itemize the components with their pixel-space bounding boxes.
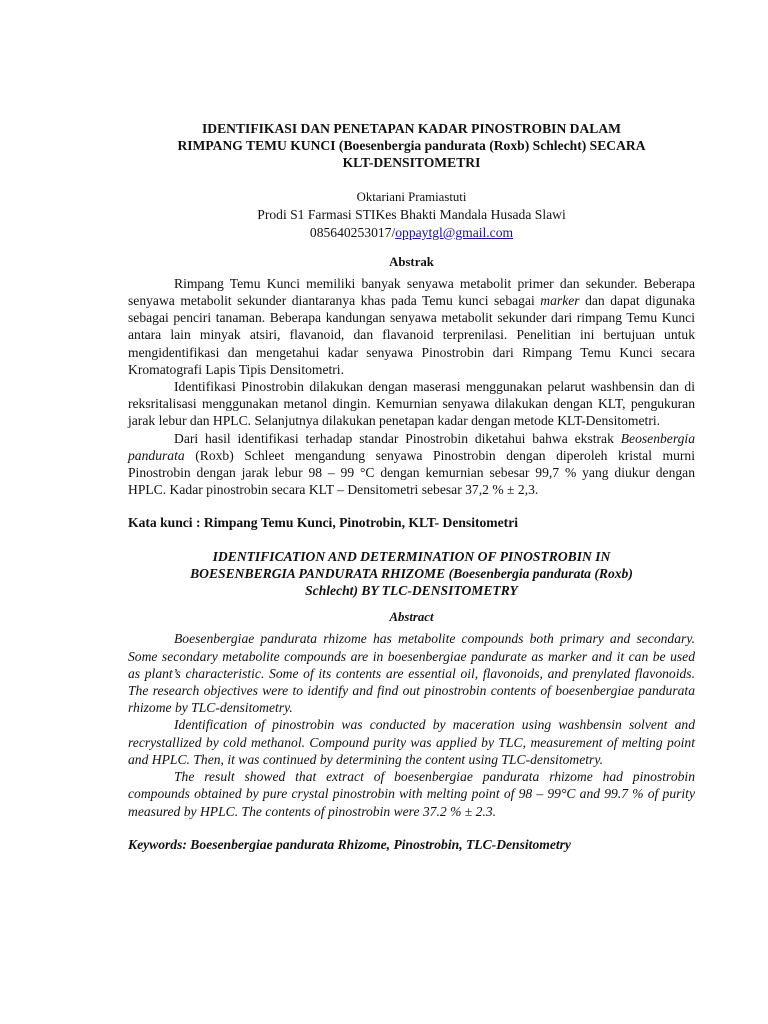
author-contact [128, 224, 695, 242]
title-line: RIMPANG TEMU KUNCI (Boesenbergia pandurata (Roxb) Schlecht) SECARA [177, 138, 646, 154]
author-affiliation: Prodi S1 Farmasi STIKes Bhakti Mandala Husada Slawi [257, 206, 566, 222]
title-line: IDENTIFIKASI DAN PENETAPAN KADAR PINOSTROBIN DALAM [201, 121, 622, 136]
abstract-paragraph: Boesenbergiae pandurata rhizome has metabolite compounds both primary and secondary. Some secondary metabolite compounds are in boesenbergiae pandurate as marker and it can be used as plant’s characteristic. Some of its contents are essential oil, flavonoids, and prenylated flavonoids. The research objectives were to identify and find out pinostrobin contents of boesenbergiae pandurata rhizome by TLC-densitometry. [128, 631, 695, 716]
abstrak-body [128, 275, 695, 499]
abstract-body [128, 630, 695, 819]
author-phone: 085640253017/ [309, 224, 396, 240]
abstract-paragraph: Identification of pinostrobin was conducted by maceration using washbensin solvent and recrystallized by cold methanol. Compound purity was applied by TLC, measurement of melting point and HPLC. Then, it was continued by determining the content using TLC-densitometry. [128, 717, 695, 767]
abstrak-text: Dari hasil identifikasi terhadap standar Pinostrobin diketahui bahwa ekstrak [174, 430, 621, 446]
abstrak-paragraph: Identifikasi Pinostrobin dilakukan dengan maserasi menggunakan pelarut washbensin dan di reksritalisasi menggunakan metanol dingin. Kemurnian senyawa dilakukan dengan KLT, pengukuran jarak lebur dan HPLC. Selanjutnya dilakukan penetapan kadar dengan metode KLT-Densitometri. [128, 379, 695, 429]
abstrak-paragraph [128, 275, 695, 378]
title-line: KLT-DENSITOMETRI [342, 155, 481, 171]
paper-page [128, 120, 695, 853]
english-title [128, 548, 695, 600]
abstrak-text: (Roxb) Schleet mengandung senyawa Pinostrobin dengan diperoleh kristal murni Pinostrobin dengan jarak lebur 98 – 99 °C dengan kemurnian sebesar 99,7 % yang diukur dengan HPLC. Kadar pinostrobin secara KLT – Densitometri sebesar 37,2 % ± 2,3. [128, 447, 695, 498]
author-email-link[interactable]: oppaytgl@gmail.com [395, 224, 514, 240]
author-name: Oktariani Pramiastuti [356, 189, 467, 204]
english-title-line: IDENTIFICATION AND DETERMINATION OF PINOSTROBIN IN [212, 548, 611, 564]
abstrak-paragraph [128, 430, 695, 499]
english-title-line: BOESENBERGIA PANDURATA RHIZOME (Boesenbergia pandurata (Roxb) [190, 565, 633, 581]
abstract-paragraph: The result showed that extract of boesenbergiae pandurata rhizome had pinostrobin compounds obtained by pure crystal pinostrobin with melting point of 98 – 99°C and 99.7 % of purity measured by HPLC. The contents of pinostrobin were 37.2 % ± 2.3. [128, 769, 695, 819]
author-block [128, 188, 695, 242]
abstract-heading: Abstract [389, 610, 434, 625]
abstrak-emphasis: marker [540, 293, 580, 309]
english-title-line: Schlecht) BY TLC-DENSITOMETRY [305, 583, 518, 599]
abstrak-text: dan dapat digunaka sebagai penciri tanaman. Beberapa kandungan senyawa metabolit sekunder dari rimpang Temu Kunci antara lain minyak atsiri, flavanoid, dan flavanoid terprenilasi. Penelitian ini bertujuan untuk mengidentifikasi dan mengetahui kadar senyawa Pinostrobin dari Rimpang Temu Kunci secara Kromatografi Lapis Tipis Densitometri. [128, 293, 695, 377]
abstrak-text: Rimpang Temu Kunci memiliki banyak senyawa metabolit primer dan sekunder. Beberapa senyawa metabolit sekunder diantaranya khas pada Temu kunci sebagai [128, 275, 695, 309]
kata-kunci: Kata kunci : Rimpang Temu Kunci, Pinotrobin, KLT- Densitometri [128, 515, 519, 531]
paper-title [128, 120, 695, 172]
keywords: Keywords: Boesenbergiae pandurata Rhizome, Pinostrobin, TLC-Densitometry [128, 836, 571, 852]
abstrak-emphasis: Beosenbergia pandurata [128, 430, 695, 463]
abstrak-heading: Abstrak [389, 254, 434, 269]
